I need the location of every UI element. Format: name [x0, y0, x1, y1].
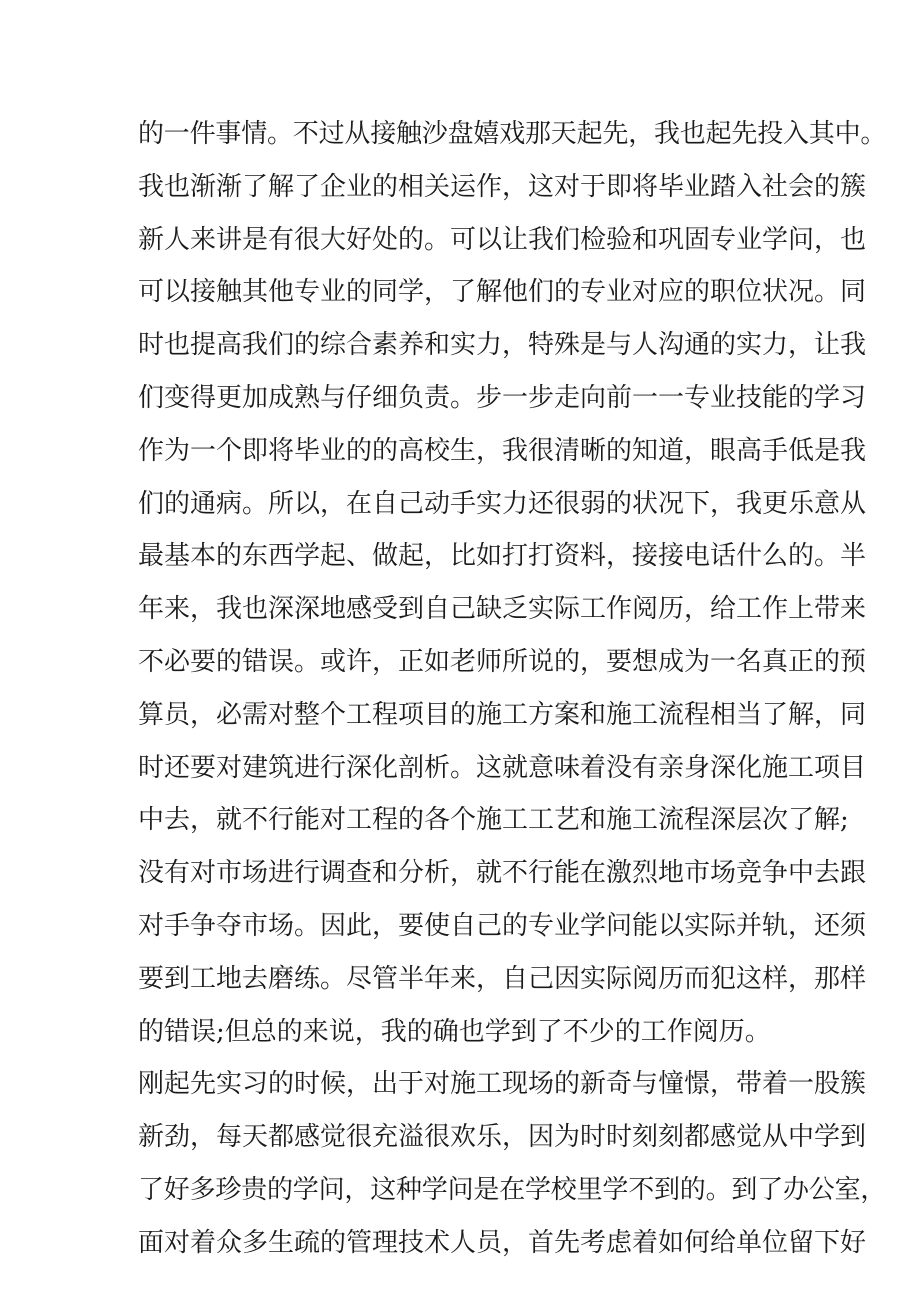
text-line: 作为一个即将毕业的的高校生，我很清晰的知道，眼高手低是我 — [138, 435, 867, 466]
text-line: 没有对市场进行调查和分析，就不行能在激烈地市场竞争中去跟 — [138, 858, 867, 889]
text-line: 我也渐渐了解了企业的相关运作，这对于即将毕业踏入社会的簇 — [138, 171, 867, 202]
text-line: 新劲，每天都感觉很充溢很欢乐，因为时时刻刻都感觉从中学到 — [138, 1122, 867, 1153]
text-line: 们的通病。所以，在自己动手实力还很弱的状况下，我更乐意从 — [138, 488, 867, 519]
text-line: 们变得更加成熟与仔细负责。步一步走向前一一专业技能的学习 — [138, 382, 867, 413]
text-line: 算员，必需对整个工程项目的施工方案和施工流程相当了解，同 — [138, 699, 867, 730]
text-line: 新人来讲是有很大好处的。可以让我们检验和巩固专业学问，也 — [138, 224, 867, 255]
text-line: 年来，我也深深地感受到自己缺乏实际工作阅历，给工作上带来 — [138, 594, 867, 625]
text-line: 时还要对建筑进行深化剖析。这就意味着没有亲身深化施工项目 — [138, 752, 867, 783]
text-line: 中去，就不行能对工程的各个施工工艺和施工流程深层次了解; — [138, 805, 849, 836]
text-line: 对手争夺市场。因此，要使自己的专业学问能以实际并轨，还须 — [138, 910, 867, 941]
text-line: 了好多珍贵的学问，这种学问是在学校里学不到的。到了办公室， — [138, 1174, 887, 1205]
text-line: 可以接触其他专业的同学，了解他们的专业对应的职位状况。同 — [138, 277, 867, 308]
text-line: 不必要的错误。或许，正如老师所说的，要想成为一名真正的预 — [138, 646, 867, 677]
text-line: 面对着众多生疏的管理技术人员，首先考虑着如何给单位留下好 — [138, 1227, 867, 1258]
text-line: 最基本的东西学起、做起，比如打打资料，接接电话什么的。半 — [138, 541, 867, 572]
text-line: 刚起先实习的时候，出于对施工现场的新奇与憧憬，带着一股簇 — [138, 1069, 867, 1100]
text-line: 时也提高我们的综合素养和实力，特殊是与人沟通的实力，让我 — [138, 330, 867, 361]
text-line: 的错误;但总的来说，我的确也学到了不少的工作阅历。 — [138, 1016, 771, 1047]
text-line: 要到工地去磨练。尽管半年来，自己因实际阅历而犯这样，那样 — [138, 963, 867, 994]
text-line: 的一件事情。不过从接触沙盘嬉戏那天起先，我也起先投入其中。 — [138, 119, 887, 149]
body-text — [138, 108, 887, 1270]
